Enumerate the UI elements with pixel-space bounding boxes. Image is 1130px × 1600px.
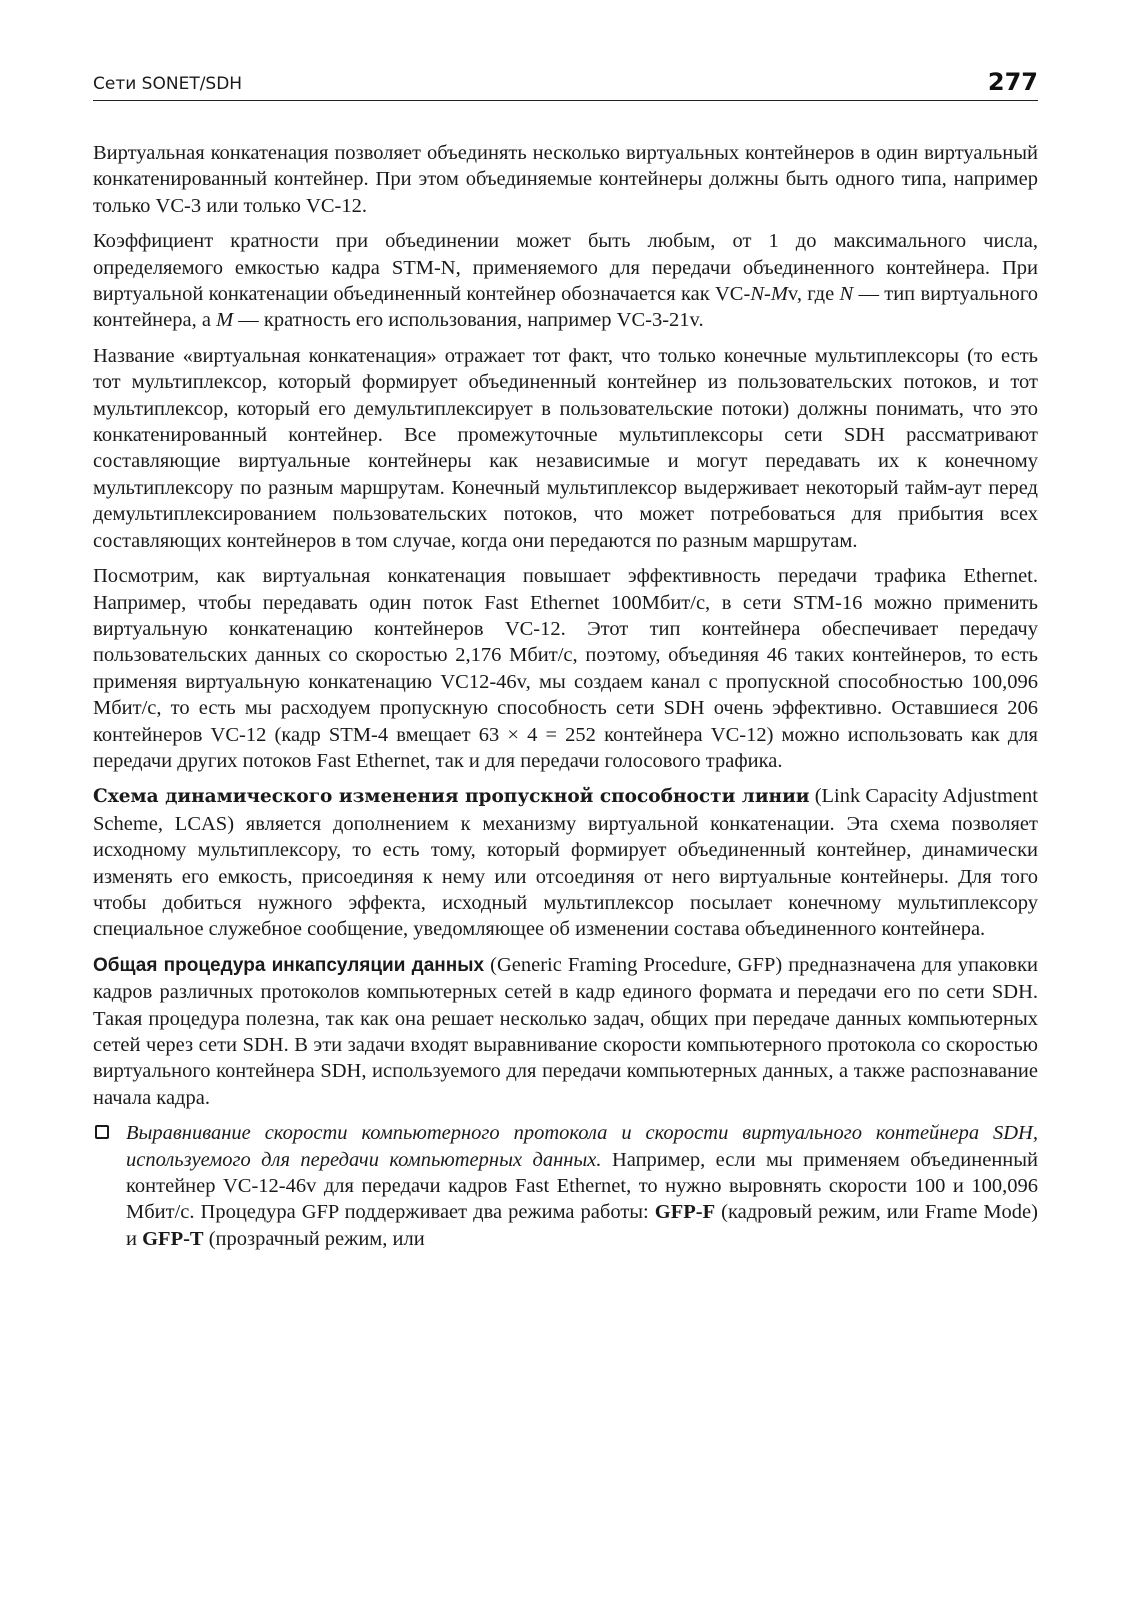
- checkbox-bullet-icon: [95, 1125, 109, 1139]
- term-gfp-f: GFP-F: [654, 1201, 716, 1224]
- paragraph-lcas: [93, 783, 1038, 942]
- text-run: (прозрачный режим, или: [203, 1227, 425, 1250]
- text-run: (Link Capacity Adjustment Scheme, LCAS) является дополнением к механизму виртуальной конкатенации. Эта схема позволяет исходному мультиплексору, то есть тому, который формирует объединенный контейнер, динамически изменять его емкость, присоединяя к нему или отсоединяя от него виртуальные контейнеры. Для того чтобы добиться нужного эффекта, исходный мультиплексор посылает конечному мультиплексору специальное служебное сообщение, уведомляющее об изменении состава объединенного контейнера.: [93, 785, 1038, 941]
- text-run: Например, если мы применяем объединенный контейнер VC-12-46v для передачи кадров Fast Ethernet, то нужно выровнять скорости 100 и 100,096 Мбит/с. Процедура GFP поддерживает два режима работы:: [126, 1148, 1039, 1224]
- term-gfp: Общая процедура инкапсуляции данных: [93, 954, 485, 976]
- bullet-title: Выравнивание скорости компьютерного протокола и скорости виртуального контейнера SDH, используемого для передачи компьютерных данных.: [126, 1122, 1038, 1171]
- var-m: M: [216, 309, 234, 332]
- running-title: Сети SONET/SDH: [93, 74, 243, 94]
- text-run: — тип виртуального контейнера, а: [93, 283, 1038, 332]
- body-text: [93, 140, 1038, 1261]
- paragraph-virtual-concatenation: Виртуальная конкатенация позволяет объединять несколько виртуальных контейнеров в один виртуальный конкатенированный контейнер. При этом объединяемые контейнеры должны быть одного типа, например только VC-3 или только VC-12.: [93, 142, 1038, 217]
- text-run: (Generic Framing Procedure, GFP) предназначена для упаковки кадров различных протоколов компьютерных сетей в кадр единого формата и передачи его по сети SDH. Такая процедура полезна, так как она решает несколько задач, общих при передаче данных компьютерных сетей через сети SDH. В эти задачи входят выравнивание скорости компьютерного протокола со скоростью виртуального контейнера SDH, используемого для передачи компьютерных данных, а также распознавание начала кадра.: [93, 953, 1038, 1109]
- var-n: N: [750, 283, 764, 306]
- text-run: -: [764, 283, 771, 306]
- bullet-item: [93, 1120, 1038, 1252]
- page-number: 277: [987, 68, 1038, 96]
- page-header: [93, 64, 1038, 101]
- var-m: M: [770, 283, 788, 306]
- text-run: v, где: [787, 283, 840, 306]
- text-run: — кратность его использования, например VC-3-21v.: [233, 309, 704, 332]
- text-run: (кадровый режим, или Frame Mode) и: [126, 1201, 1038, 1250]
- term-lcas: Схема динамического изменения пропускной способности линии: [93, 786, 810, 808]
- paragraph-ethernet-example: Посмотрим, как виртуальная конкатенация повышает эффективность передачи трафика Ethernet. Например, чтобы передавать один поток Fast Ethernet 100Мбит/с, в сети STM-16 можно применить виртуальную конкатенацию контейнеров VC-12. Этот тип контейнера обеспечивает передачу пользовательских данных со скоростью 2,176 Мбит/с, поэтому, объединяя 46 таких контейнеров, то есть применяя виртуальную конкатенацию VC12-46v, мы создаем канал с пропускной способностью 100,096 Мбит/с, то есть мы расходуем пропускную способность сети SDH очень эффективно. Оставшиеся 206 контейнеров VC-12 (кадр STM-4 вмещает 63 × 4 = 252 контейнера VC-12) можно использовать как для передачи других потоков Fast Ethernet, так и для передачи голосового трафика.: [93, 565, 1038, 772]
- var-n: N: [839, 283, 854, 306]
- paragraph-gfp: [93, 952, 1038, 1111]
- text-run: Коэффициент кратности при объединении может быть любым, от 1 до максимального числа, определяемого емкостью кадра STM-N, применяемого для передачи объединенного контейнера. При виртуальной конкатенации объединенный контейнер обозначается как VC-: [93, 230, 1038, 306]
- paragraph-multiplicity: [93, 228, 1038, 334]
- term-gfp-t: GFP-T: [142, 1227, 204, 1250]
- paragraph-concatenation-name: Название «виртуальная конкатенация» отражает тот факт, что только конечные мультиплексоры (то есть тот мультиплексор, который формирует объединенный контейнер из пользовательских потоков, и тот мультиплексор, который его демультиплексирует в пользовательские потоки) должны понимать, что это конкатенированный контейнер. Все промежуточные мультиплексоры сети SDH рассматривают составляющие виртуальные контейнеры как независимые и могут передавать их к конечному мультиплексору по разным маршрутам. Конечный мультиплексор выдерживает некоторый тайм-аут перед демультиплексированием пользовательских потоков, что может потребоваться для прибытия всех составляющих контейнеров в том случае, когда они передаются по разным маршрутам.: [93, 344, 1038, 552]
